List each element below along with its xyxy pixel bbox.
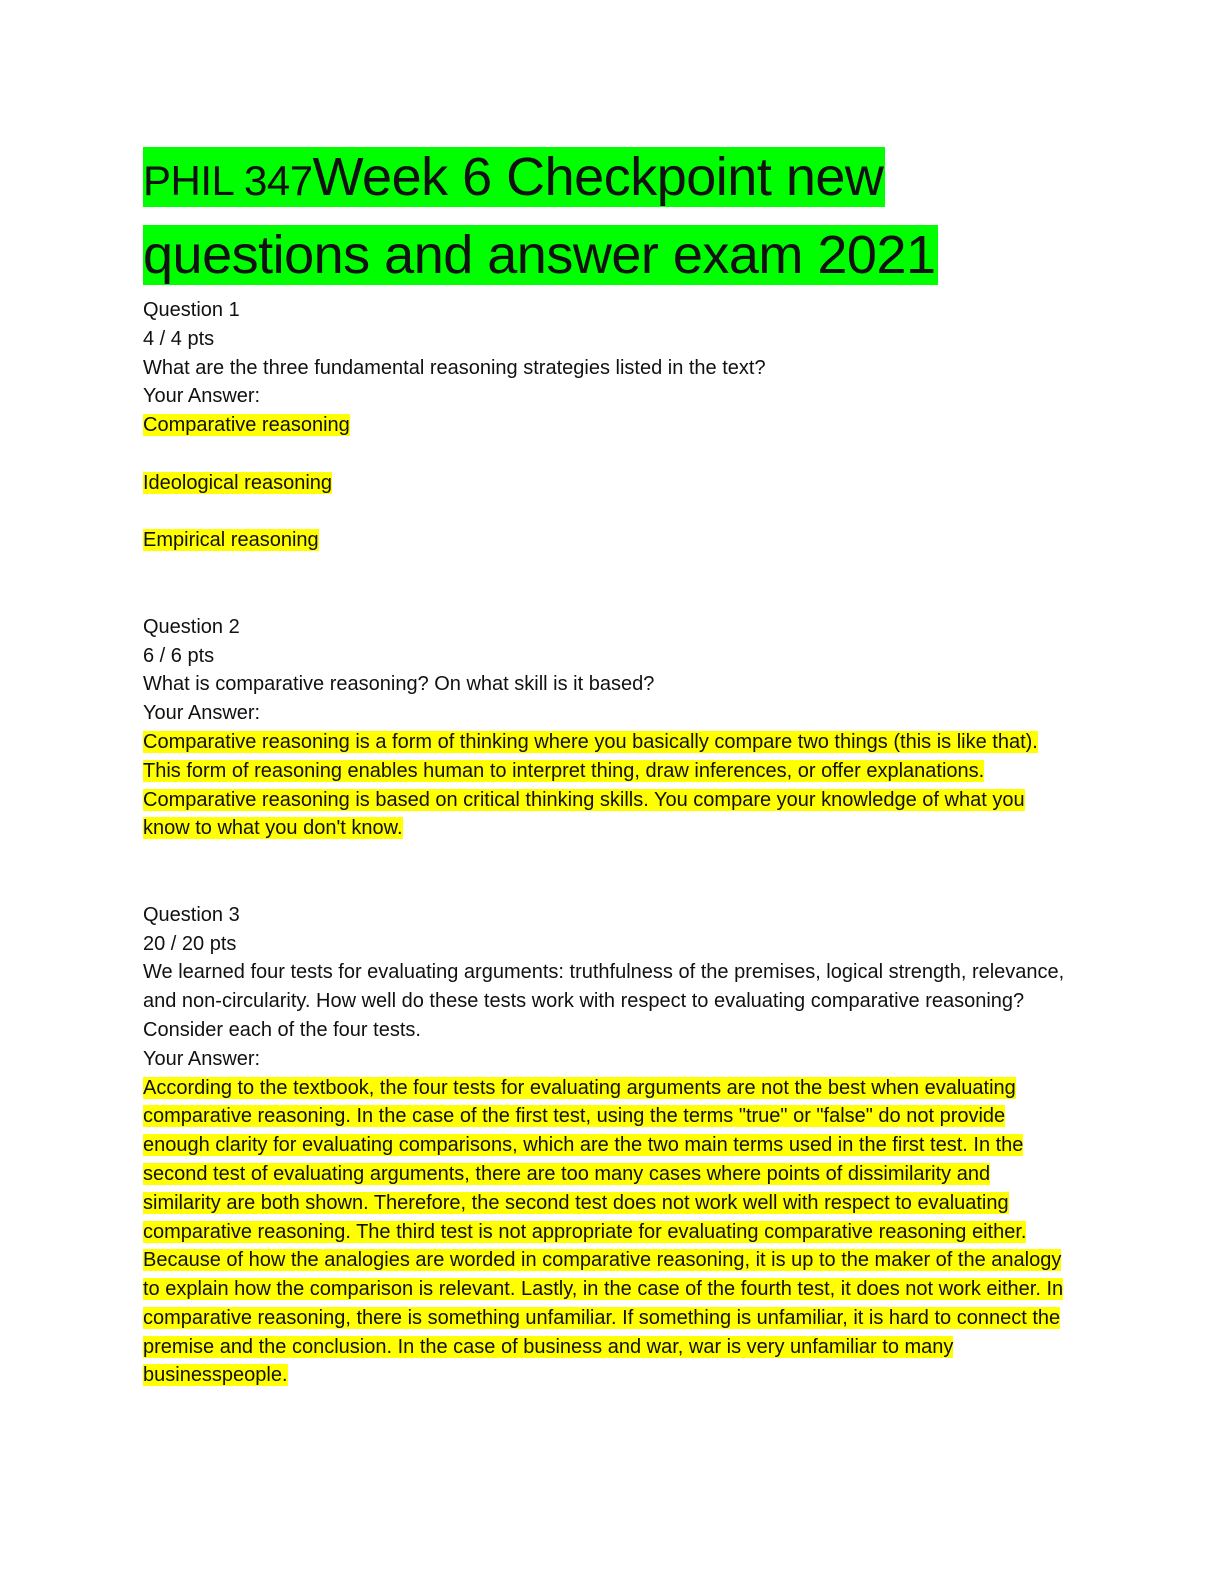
document-page: [143, 140, 1073, 1390]
question-1-answer-label: Your Answer:: [143, 385, 261, 408]
question-3-prompt: We learned four tests for evaluating arguments: truthfulness of the premises, logical strength, relevance, and non-circularity. How well do these tests work with respect to evaluating comparative reasoning? Consider each of the four tests.: [143, 961, 1065, 1041]
course-code: PHIL 347: [143, 157, 313, 204]
title-line-1: Week 6 Checkpoint new: [312, 147, 884, 207]
answer-item-text: Empirical reasoning: [143, 529, 319, 552]
question-2-answer: [143, 728, 1073, 843]
answer-item: [143, 526, 1073, 555]
question-3-points: 20 / 20 pts: [143, 932, 237, 955]
question-1-label: Question 1: [143, 299, 240, 321]
question-3-label: Question 3: [143, 903, 240, 926]
question-2-prompt: What is comparative reasoning? On what skill is it based?: [143, 673, 655, 696]
question-3-answer-label: Your Answer:: [143, 1047, 261, 1070]
question-1-section: [143, 296, 1073, 555]
title-line-2: questions and answer exam 2021: [143, 225, 936, 285]
answer-item-text: Comparative reasoning: [143, 414, 350, 437]
question-2-answer-label: Your Answer:: [143, 702, 261, 725]
question-3-answer-text: According to the textbook, the four tests for evaluating arguments are not the best when evaluating comparative reasoning. In the case of the first test, using the terms "true" or "false" do not provide enough clarity for evaluating comparisons, which are the two main terms used in the first test. In the second test of evaluating arguments, there are too many cases where points of dissimilarity and similarity are both shown. Therefore, the second test does not work well with respect to evaluating comparative reasoning. The third test is not appropriate for evaluating comparative reasoning either. Because of how the analogies are worded in comparative reasoning, it is up to the maker of the analogy to explain how the comparison is relevant. Lastly, in the case of the fourth test, it does not work either. In comparative reasoning, there is something unfamiliar. If something is unfamiliar, it is hard to connect the premise and the conclusion. In the case of business and war, war is very unfamiliar to many businesspeople.: [143, 1076, 1064, 1387]
question-2-label: Question 2: [143, 615, 240, 638]
question-2-points: 6 / 6 pts: [143, 644, 215, 667]
answer-item-text: Ideological reasoning: [143, 471, 333, 494]
question-3-section: [143, 901, 1073, 1391]
title-highlight: [143, 147, 938, 285]
question-2-answer-text: Comparative reasoning is a form of thinking where you basically compare two things (this is like that). This form of reasoning enables human to interpret thing, draw inferences, or offer explanations. Comparative reasoning is based on critical thinking skills. You compare your knowledge of what you know to what you don't know.: [143, 730, 1038, 840]
document-title: [143, 140, 1073, 292]
answer-item: [143, 469, 1073, 498]
question-1-prompt: What are the three fundamental reasoning strategies listed in the text?: [143, 356, 766, 379]
question-2-section: [143, 613, 1073, 843]
question-3-answer: [143, 1074, 1073, 1391]
question-1-points: 4 / 4 pts: [143, 327, 215, 350]
answer-item: [143, 411, 1073, 440]
